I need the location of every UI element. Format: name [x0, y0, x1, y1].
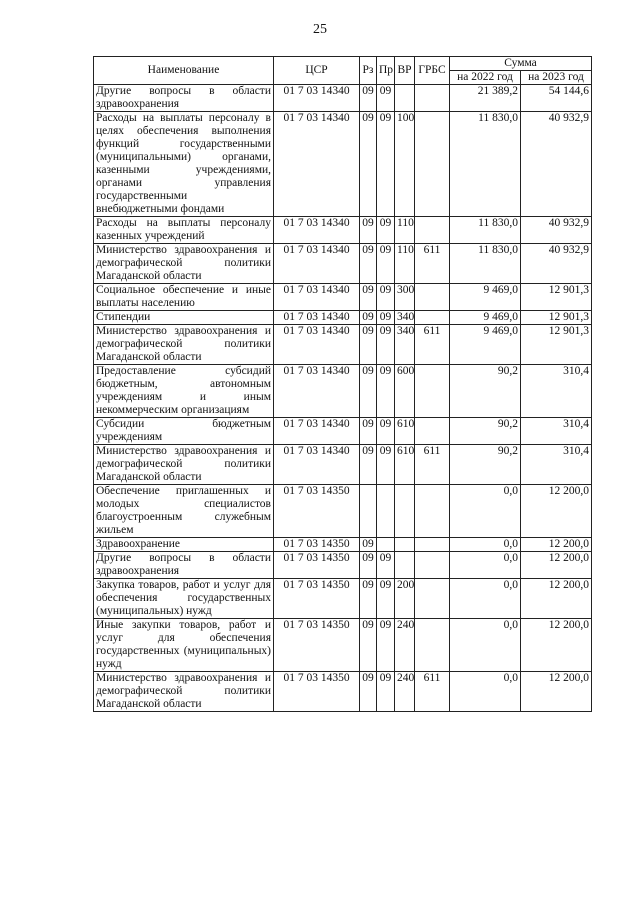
- cell-vr: 340: [395, 325, 415, 365]
- table-row: [94, 619, 592, 672]
- cell-vr: 610: [395, 445, 415, 485]
- cell-rz: 09: [360, 365, 377, 418]
- cell-name: Министерство здравоохранения и демографической политики Магаданской области: [94, 244, 274, 284]
- header-rz: Рз: [360, 57, 377, 85]
- cell-name: Расходы на выплаты персоналу казенных учреждений: [94, 217, 274, 244]
- cell-2023: 310,4: [521, 418, 592, 445]
- cell-csr: 01 7 03 14340: [274, 311, 360, 325]
- cell-rz: 09: [360, 445, 377, 485]
- table-row: [94, 325, 592, 365]
- cell-pr: 09: [377, 284, 395, 311]
- cell-rz: 09: [360, 284, 377, 311]
- cell-2023: 12 901,3: [521, 284, 592, 311]
- cell-grbs: [415, 85, 450, 112]
- cell-csr: 01 7 03 14350: [274, 579, 360, 619]
- cell-name: Другие вопросы в области здравоохранения: [94, 552, 274, 579]
- cell-2022: 11 830,0: [450, 244, 521, 284]
- cell-2022: 9 469,0: [450, 311, 521, 325]
- cell-pr: 09: [377, 311, 395, 325]
- cell-csr: 01 7 03 14350: [274, 485, 360, 538]
- cell-rz: 09: [360, 672, 377, 712]
- table-row: [94, 672, 592, 712]
- cell-rz: 09: [360, 112, 377, 217]
- cell-2023: 310,4: [521, 445, 592, 485]
- cell-pr: 09: [377, 552, 395, 579]
- cell-grbs: [415, 284, 450, 311]
- cell-name: Обеспечение приглашенных и молодых специалистов благоустроенным служебным жильем: [94, 485, 274, 538]
- cell-2023: 12 200,0: [521, 579, 592, 619]
- cell-grbs: [415, 112, 450, 217]
- cell-2023: 40 932,9: [521, 244, 592, 284]
- table-row: [94, 85, 592, 112]
- cell-grbs: 611: [415, 445, 450, 485]
- cell-pr: 09: [377, 112, 395, 217]
- table-row: [94, 112, 592, 217]
- cell-pr: [377, 538, 395, 552]
- header-2022: на 2022 год: [450, 71, 521, 85]
- cell-vr: [395, 485, 415, 538]
- table-row: [94, 485, 592, 538]
- cell-grbs: [415, 418, 450, 445]
- cell-name: Расходы на выплаты персоналу в целях обеспечения выполнения функций государственными (муниципальными) органами, казенными учреждениями, органами управления государственными внебюджетными фондами: [94, 112, 274, 217]
- cell-name: Министерство здравоохранения и демографической политики Магаданской области: [94, 445, 274, 485]
- cell-pr: 09: [377, 217, 395, 244]
- cell-rz: 09: [360, 579, 377, 619]
- cell-name: Министерство здравоохранения и демографической политики Магаданской области: [94, 325, 274, 365]
- header-vr: ВР: [395, 57, 415, 85]
- cell-grbs: 611: [415, 325, 450, 365]
- cell-vr: [395, 552, 415, 579]
- cell-2023: 12 901,3: [521, 311, 592, 325]
- table-row: [94, 311, 592, 325]
- table-row: [94, 552, 592, 579]
- cell-pr: [377, 485, 395, 538]
- cell-2023: 12 901,3: [521, 325, 592, 365]
- cell-csr: 01 7 03 14340: [274, 244, 360, 284]
- cell-2022: 9 469,0: [450, 325, 521, 365]
- cell-csr: 01 7 03 14340: [274, 445, 360, 485]
- cell-pr: 09: [377, 365, 395, 418]
- table-row: [94, 365, 592, 418]
- cell-2022: 0,0: [450, 538, 521, 552]
- cell-vr: [395, 85, 415, 112]
- cell-rz: 09: [360, 325, 377, 365]
- cell-grbs: 611: [415, 672, 450, 712]
- table-row: [94, 579, 592, 619]
- cell-rz: 09: [360, 217, 377, 244]
- table-row: [94, 244, 592, 284]
- header-2023: на 2023 год: [521, 71, 592, 85]
- cell-rz: 09: [360, 244, 377, 284]
- cell-rz: 09: [360, 85, 377, 112]
- table-row: [94, 445, 592, 485]
- cell-2023: 310,4: [521, 365, 592, 418]
- cell-pr: 09: [377, 672, 395, 712]
- header-pr: Пр: [377, 57, 395, 85]
- header-grbs: ГРБС: [415, 57, 450, 85]
- cell-pr: 09: [377, 445, 395, 485]
- cell-grbs: [415, 552, 450, 579]
- table-row: [94, 538, 592, 552]
- cell-name: Здравоохранение: [94, 538, 274, 552]
- cell-pr: 09: [377, 619, 395, 672]
- cell-vr: 100: [395, 112, 415, 217]
- cell-pr: 09: [377, 579, 395, 619]
- cell-name: Социальное обеспечение и иные выплаты населению: [94, 284, 274, 311]
- cell-pr: 09: [377, 85, 395, 112]
- cell-vr: 600: [395, 365, 415, 418]
- cell-2022: 21 389,2: [450, 85, 521, 112]
- cell-2023: 12 200,0: [521, 538, 592, 552]
- cell-2023: 54 144,6: [521, 85, 592, 112]
- cell-rz: 09: [360, 538, 377, 552]
- cell-2022: 0,0: [450, 552, 521, 579]
- cell-name: Закупка товаров, работ и услуг для обеспечения государственных (муниципальных) нужд: [94, 579, 274, 619]
- table-row: [94, 418, 592, 445]
- budget-table: [93, 56, 592, 712]
- cell-csr: 01 7 03 14340: [274, 365, 360, 418]
- header-name: Наименование: [94, 57, 274, 85]
- cell-name: Предоставление субсидий бюджетным, автономным учреждениям и иным некоммерческим организациям: [94, 365, 274, 418]
- table-body: [94, 85, 592, 712]
- cell-name: Министерство здравоохранения и демографической политики Магаданской области: [94, 672, 274, 712]
- cell-pr: 09: [377, 244, 395, 284]
- cell-grbs: 611: [415, 244, 450, 284]
- cell-name: Стипендии: [94, 311, 274, 325]
- cell-grbs: [415, 365, 450, 418]
- cell-grbs: [415, 538, 450, 552]
- cell-2022: 90,2: [450, 418, 521, 445]
- cell-csr: 01 7 03 14340: [274, 217, 360, 244]
- header-sum: Сумма: [450, 57, 592, 71]
- cell-csr: 01 7 03 14340: [274, 112, 360, 217]
- cell-csr: 01 7 03 14350: [274, 538, 360, 552]
- cell-csr: 01 7 03 14350: [274, 672, 360, 712]
- cell-vr: 200: [395, 579, 415, 619]
- cell-2022: 90,2: [450, 365, 521, 418]
- header-csr: ЦСР: [274, 57, 360, 85]
- cell-2022: 90,2: [450, 445, 521, 485]
- cell-vr: 340: [395, 311, 415, 325]
- cell-rz: 09: [360, 619, 377, 672]
- cell-grbs: [415, 311, 450, 325]
- cell-2022: 0,0: [450, 672, 521, 712]
- cell-csr: 01 7 03 14350: [274, 552, 360, 579]
- cell-2022: 11 830,0: [450, 217, 521, 244]
- cell-pr: 09: [377, 418, 395, 445]
- cell-name: Иные закупки товаров, работ и услуг для обеспечения государственных (муниципальных) нужд: [94, 619, 274, 672]
- cell-vr: 110: [395, 244, 415, 284]
- cell-grbs: [415, 485, 450, 538]
- cell-2022: 0,0: [450, 619, 521, 672]
- cell-grbs: [415, 579, 450, 619]
- cell-csr: 01 7 03 14340: [274, 85, 360, 112]
- cell-2022: 0,0: [450, 579, 521, 619]
- cell-vr: 240: [395, 619, 415, 672]
- cell-2022: 11 830,0: [450, 112, 521, 217]
- page-number: 25: [313, 22, 327, 37]
- cell-pr: 09: [377, 325, 395, 365]
- cell-2022: 9 469,0: [450, 284, 521, 311]
- table-row: [94, 217, 592, 244]
- cell-name: Другие вопросы в области здравоохранения: [94, 85, 274, 112]
- cell-2023: 12 200,0: [521, 485, 592, 538]
- cell-vr: 240: [395, 672, 415, 712]
- cell-rz: 09: [360, 418, 377, 445]
- cell-rz: [360, 485, 377, 538]
- cell-csr: 01 7 03 14340: [274, 325, 360, 365]
- cell-csr: 01 7 03 14340: [274, 418, 360, 445]
- cell-2023: 12 200,0: [521, 619, 592, 672]
- cell-name: Субсидии бюджетным учреждениям: [94, 418, 274, 445]
- cell-csr: 01 7 03 14340: [274, 284, 360, 311]
- cell-2023: 40 932,9: [521, 112, 592, 217]
- cell-vr: 110: [395, 217, 415, 244]
- cell-csr: 01 7 03 14350: [274, 619, 360, 672]
- cell-vr: [395, 538, 415, 552]
- cell-2023: 12 200,0: [521, 672, 592, 712]
- cell-grbs: [415, 217, 450, 244]
- cell-grbs: [415, 619, 450, 672]
- cell-rz: 09: [360, 552, 377, 579]
- cell-vr: 610: [395, 418, 415, 445]
- cell-rz: 09: [360, 311, 377, 325]
- cell-vr: 300: [395, 284, 415, 311]
- cell-2023: 40 932,9: [521, 217, 592, 244]
- cell-2022: 0,0: [450, 485, 521, 538]
- table-row: [94, 284, 592, 311]
- cell-2023: 12 200,0: [521, 552, 592, 579]
